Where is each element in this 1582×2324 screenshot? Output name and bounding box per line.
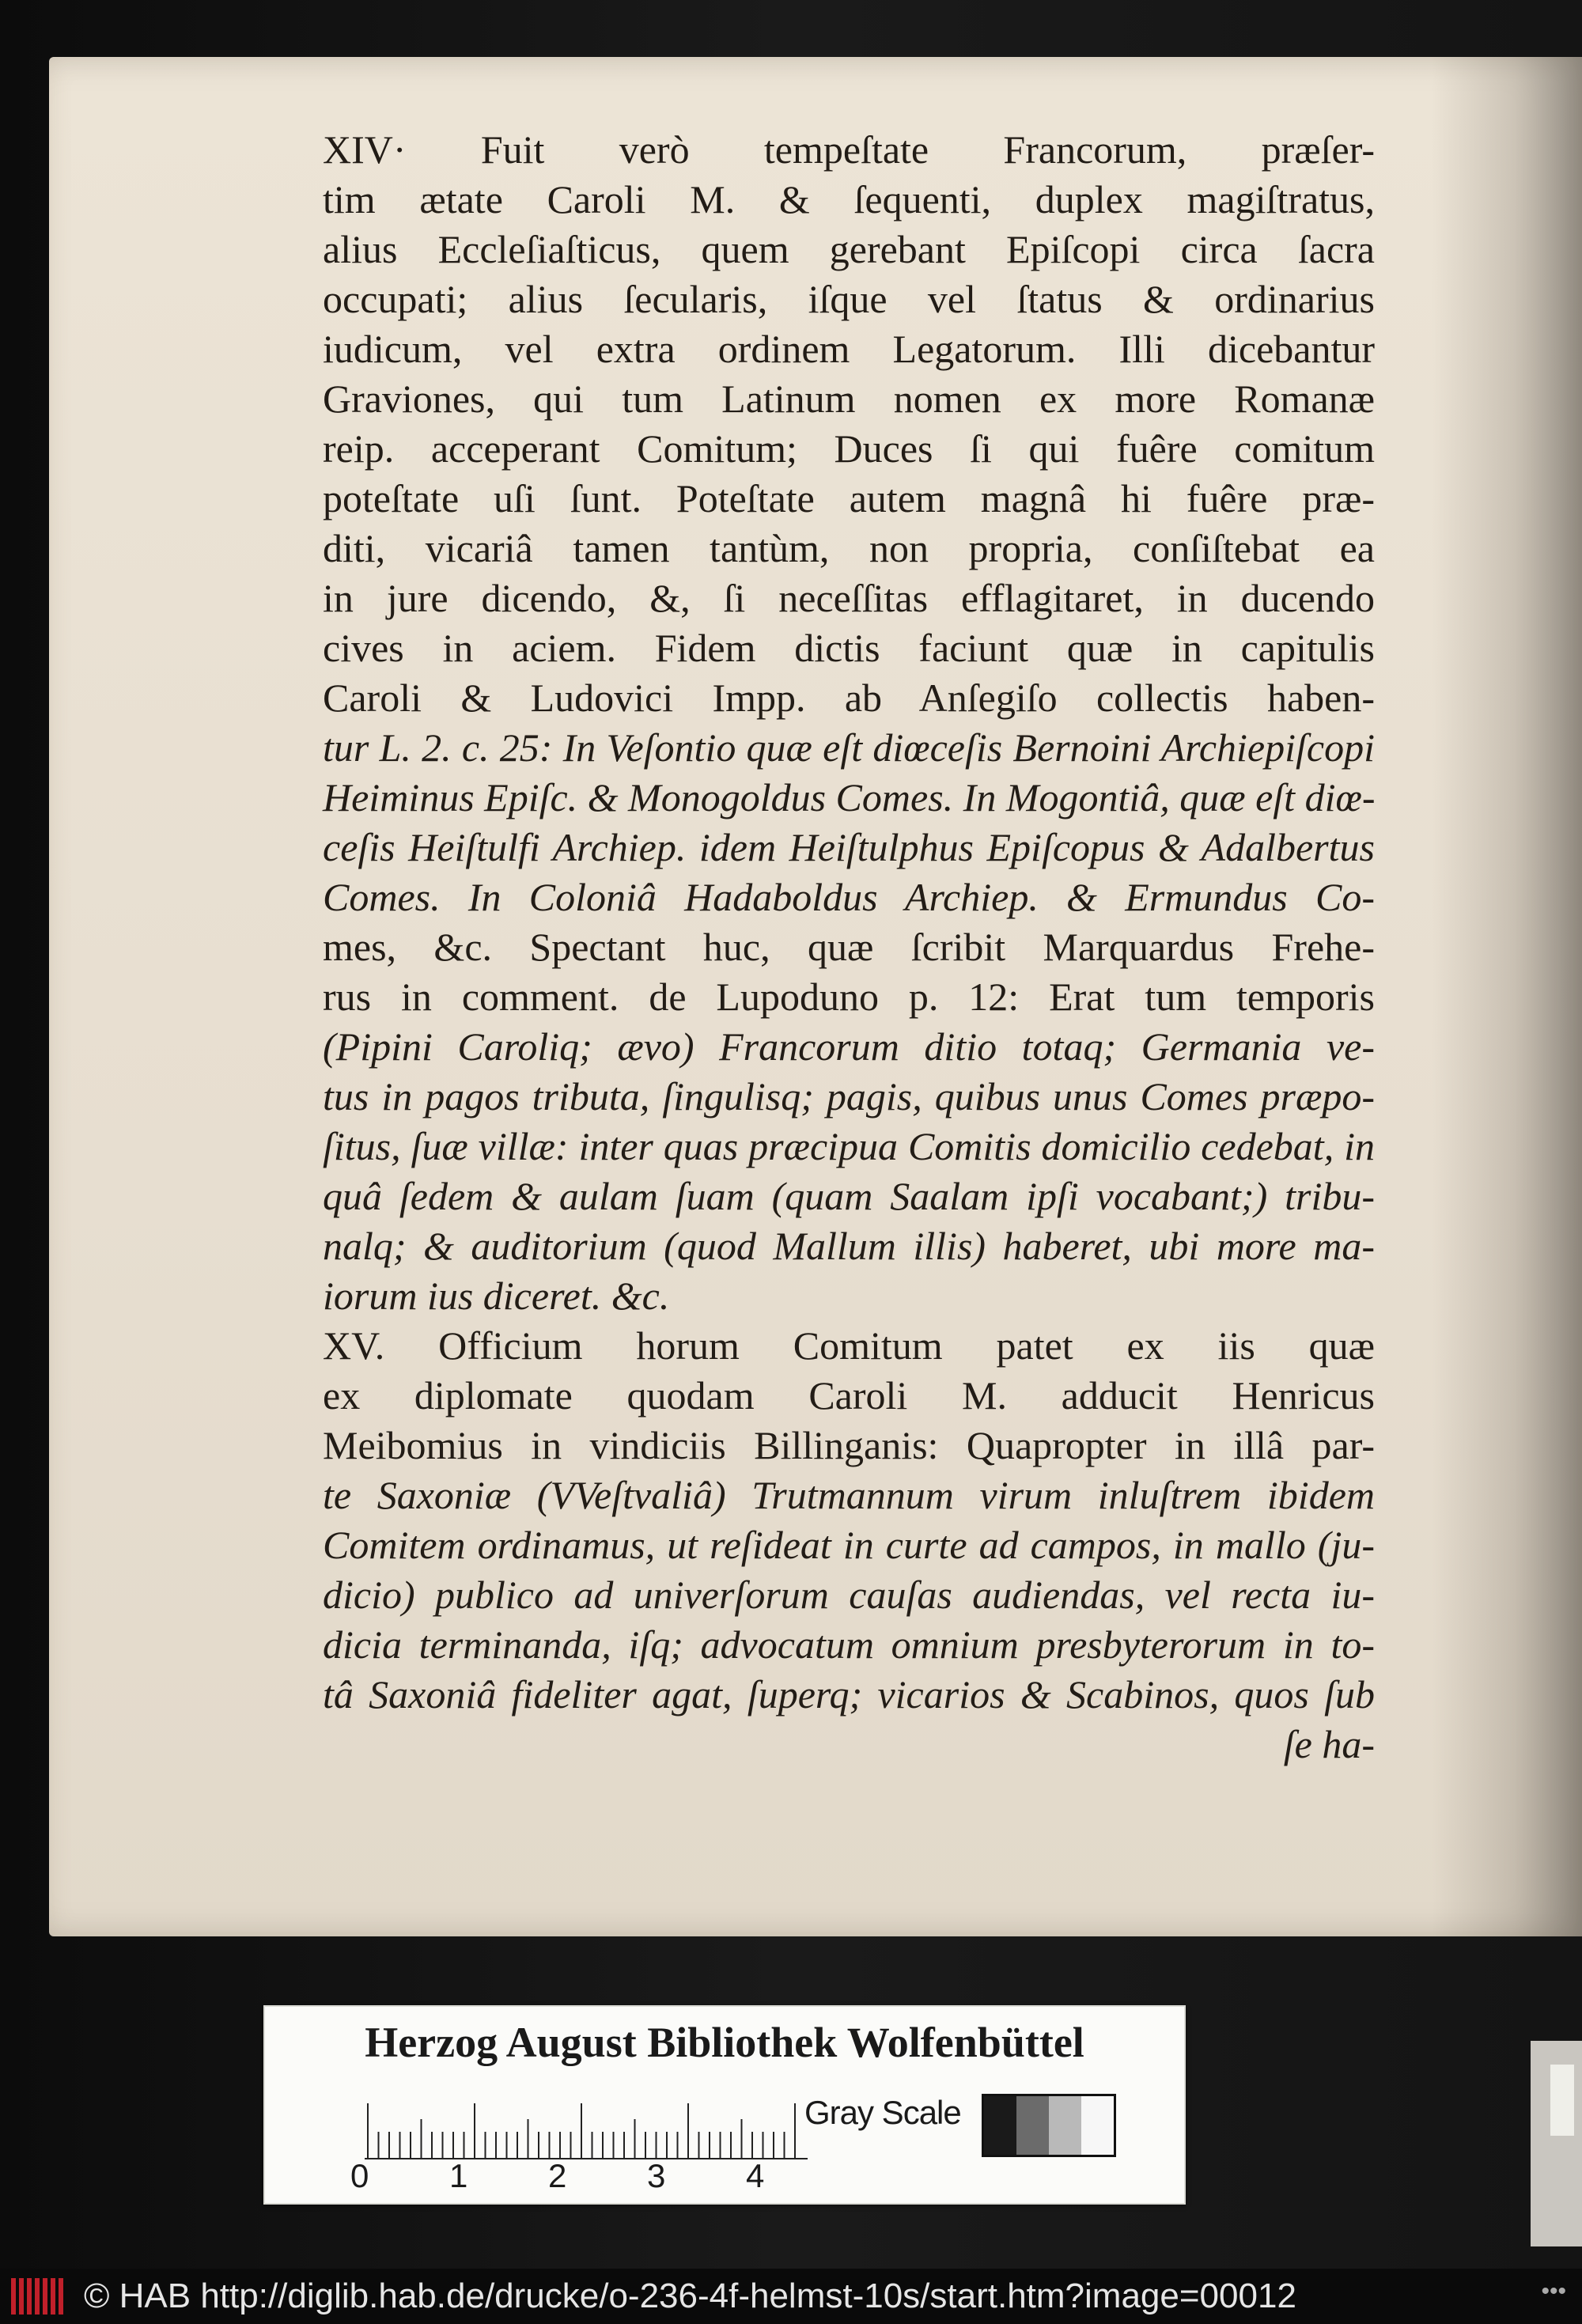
text-line: occupati; alius ſecularis, iſque vel ſtatus & ordinarius — [323, 277, 1375, 321]
text-line: Meibomius in vindiciis Billinganis: Quapropter in illâ par- — [323, 1423, 1375, 1467]
text-line: tâ Saxoniâ fideliter agat, ſuperq; vicarios & Scabinos, quos ſub — [323, 1672, 1375, 1717]
footer-permalink[interactable]: © HAB http://diglib.hab.de/drucke/o-236-4f-helmst-10s/start.htm?image=00012 — [84, 2277, 1296, 2315]
footer-bar — [0, 2269, 1582, 2324]
section-heading-line: XV. Officium horum Comitum patet ex iis quæ — [323, 1323, 1375, 1368]
text-line: quâ ſedem & aulam ſuam (quam Saalam ipſi vocabant;) tribu- — [323, 1174, 1375, 1218]
ruler-numbers — [350, 2157, 825, 2197]
text-line: Caroli & Ludovici Impp. ab Anſegiſo collectis haben- — [323, 676, 1375, 720]
ruler-number: 2 — [548, 2157, 567, 2194]
text-line: tim ætate Caroli M. & ſequenti, duplex magiſtratus, — [323, 177, 1375, 221]
text-line: te Saxoniæ (VVeſtvaliâ) Trutmannum virum inluſtrem ibidem — [323, 1473, 1375, 1517]
gray-scale-label: Gray Scale — [804, 2094, 961, 2131]
text-line: diti, vicariâ tamen tantùm, non propria, conſiſtebat ea — [323, 526, 1375, 570]
text-line: Graviones, qui tum Latinum nomen ex more Romanæ — [323, 377, 1375, 421]
text-line: XIV· Fuit verò tempeſtate Francorum, præſer- — [323, 127, 1375, 172]
more-icon[interactable]: ••• — [1541, 2278, 1566, 2304]
color-scale-card — [263, 2005, 1186, 2205]
gray-swatch — [984, 2096, 1016, 2155]
page-text — [323, 125, 1375, 1769]
text-line: ceſis Heiſtulfi Archiep. idem Heiſtulphus Epiſcopus & Adalbertus — [323, 825, 1375, 869]
text-line: (Pipini Caroliq; ævo) Francorum ditio totaq; Germania ve- — [323, 1024, 1375, 1069]
text-line: poteſtate uſi ſunt. Poteſtate autem magnâ hi fuêre præ- — [323, 476, 1375, 520]
text-line: reip. acceperant Comitum; Duces ſi qui fuêre comitum — [323, 426, 1375, 471]
text-line: cives in aciem. Fidem dictis faciunt quæ in capitulis — [323, 626, 1375, 670]
ruler-number: 3 — [647, 2157, 666, 2194]
gray-swatch — [1081, 2096, 1114, 2155]
ruler-number: 0 — [350, 2157, 369, 2194]
gray-swatch — [1016, 2096, 1049, 2155]
text-line: ſitus, ſuæ villæ: inter quas præcipua Comitis domicilio cedebat, in — [323, 1124, 1375, 1168]
text-line: dicia terminanda, iſq; advocatum omnium presbyterorum in to- — [323, 1622, 1375, 1667]
card-title: Herzog August Bibliothek Wolfenbüttel — [365, 2019, 1084, 2066]
text-line: tus in pagos tributa, ſingulisq; pagis, quibus unus Comes præpo- — [323, 1074, 1375, 1118]
text-line: alius Eccleſiaſticus, quem gerebant Epiſcopi circa ſacra — [323, 227, 1375, 271]
text-line: rus in comment. de Lupoduno p. 12: Erat tum temporis — [323, 975, 1375, 1019]
text-line: iorum ius diceret. &c. — [323, 1274, 670, 1318]
text-line: Heiminus Epiſc. & Monogoldus Comes. In Mogontiâ, quæ eſt diœ- — [323, 775, 1376, 819]
gray-scale-swatches — [982, 2094, 1116, 2157]
catchword: ſe ha- — [1283, 1722, 1375, 1766]
text-line: nalq; & auditorium (quod Mallum illis) haberet, ubi more ma- — [323, 1224, 1375, 1268]
adjacent-page-label — [1550, 2065, 1574, 2136]
gray-swatch — [1049, 2096, 1081, 2155]
text-line: in jure dicendo, &, ſi neceſſitas efflagitaret, in ducendo — [323, 576, 1375, 620]
text-line: Comitem ordinamus, ut reſideat in curte ad campos, in mallo (ju- — [323, 1523, 1375, 1567]
ruler-number: 1 — [449, 2157, 468, 2194]
ruler-scale — [365, 2095, 808, 2162]
hab-logo-icon — [11, 2278, 63, 2315]
ruler-number: 4 — [746, 2157, 765, 2194]
text-line: Comes. In Coloniâ Hadaboldus Archiep. & Ermundus Co- — [323, 875, 1375, 919]
text-line: iudicum, vel extra ordinem Legatorum. Illi dicebantur — [323, 327, 1375, 371]
text-line: mes, &c. Spectant huc, quæ ſcribit Marquardus Frehe- — [323, 925, 1375, 969]
page-spine-shadow — [1432, 57, 1582, 1936]
text-line: ex diplomate quodam Caroli M. adducit Henricus — [323, 1373, 1375, 1417]
text-line: tur L. 2. c. 25: In Veſontio quæ eſt diœceſis Bernoini Archiepiſcopi — [323, 725, 1375, 770]
text-line: dicio) publico ad univerſorum cauſas audiendas, vel recta iu- — [323, 1573, 1375, 1617]
